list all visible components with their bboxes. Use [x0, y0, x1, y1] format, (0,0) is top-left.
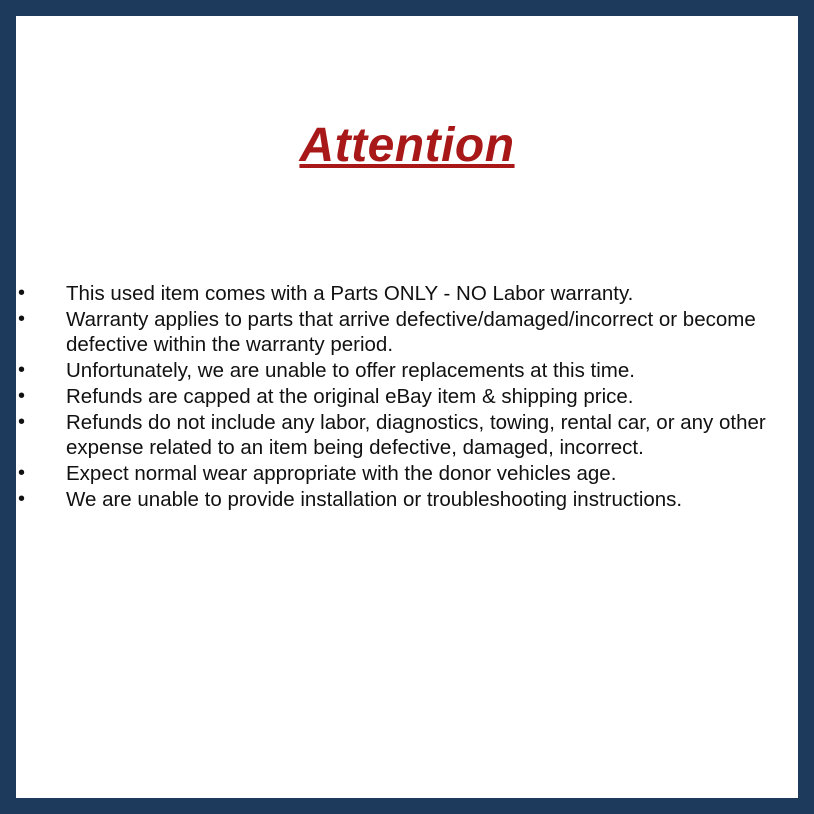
list-item-text: Refunds are capped at the original eBay item & shipping price. [66, 385, 634, 408]
page-title: Attention [299, 119, 515, 172]
list-item [16, 461, 798, 486]
list-item-text: Unfortunately, we are unable to offer replacements at this time. [66, 359, 635, 382]
list-item-text: We are unable to provide installation or troubleshooting instructions. [66, 488, 683, 511]
list-item [16, 358, 798, 383]
bullet-icon: • [18, 488, 26, 510]
list-item [16, 487, 798, 512]
list-item [16, 307, 798, 357]
list-item-text: Warranty applies to parts that arrive defective/damaged/incorrect or become defective within the warranty period. [66, 308, 756, 356]
bullet-icon: • [18, 308, 26, 330]
bullet-icon: • [18, 462, 26, 484]
bullet-icon: • [18, 385, 26, 407]
policy-list [16, 281, 798, 512]
list-item [16, 281, 798, 306]
notice-page [16, 16, 798, 798]
bullet-icon: • [18, 359, 26, 381]
list-item-text: Expect normal wear appropriate with the donor vehicles age. [66, 462, 617, 485]
list-item-text: This used item comes with a Parts ONLY - NO Labor warranty. [66, 282, 634, 305]
list-item [16, 384, 798, 409]
bullet-icon: • [18, 411, 26, 433]
list-item [16, 410, 798, 460]
list-item-text: Refunds do not include any labor, diagnostics, towing, rental car, or any other expense related to an item being defective, damaged, incorrect. [66, 411, 766, 459]
bullet-icon: • [18, 282, 26, 304]
